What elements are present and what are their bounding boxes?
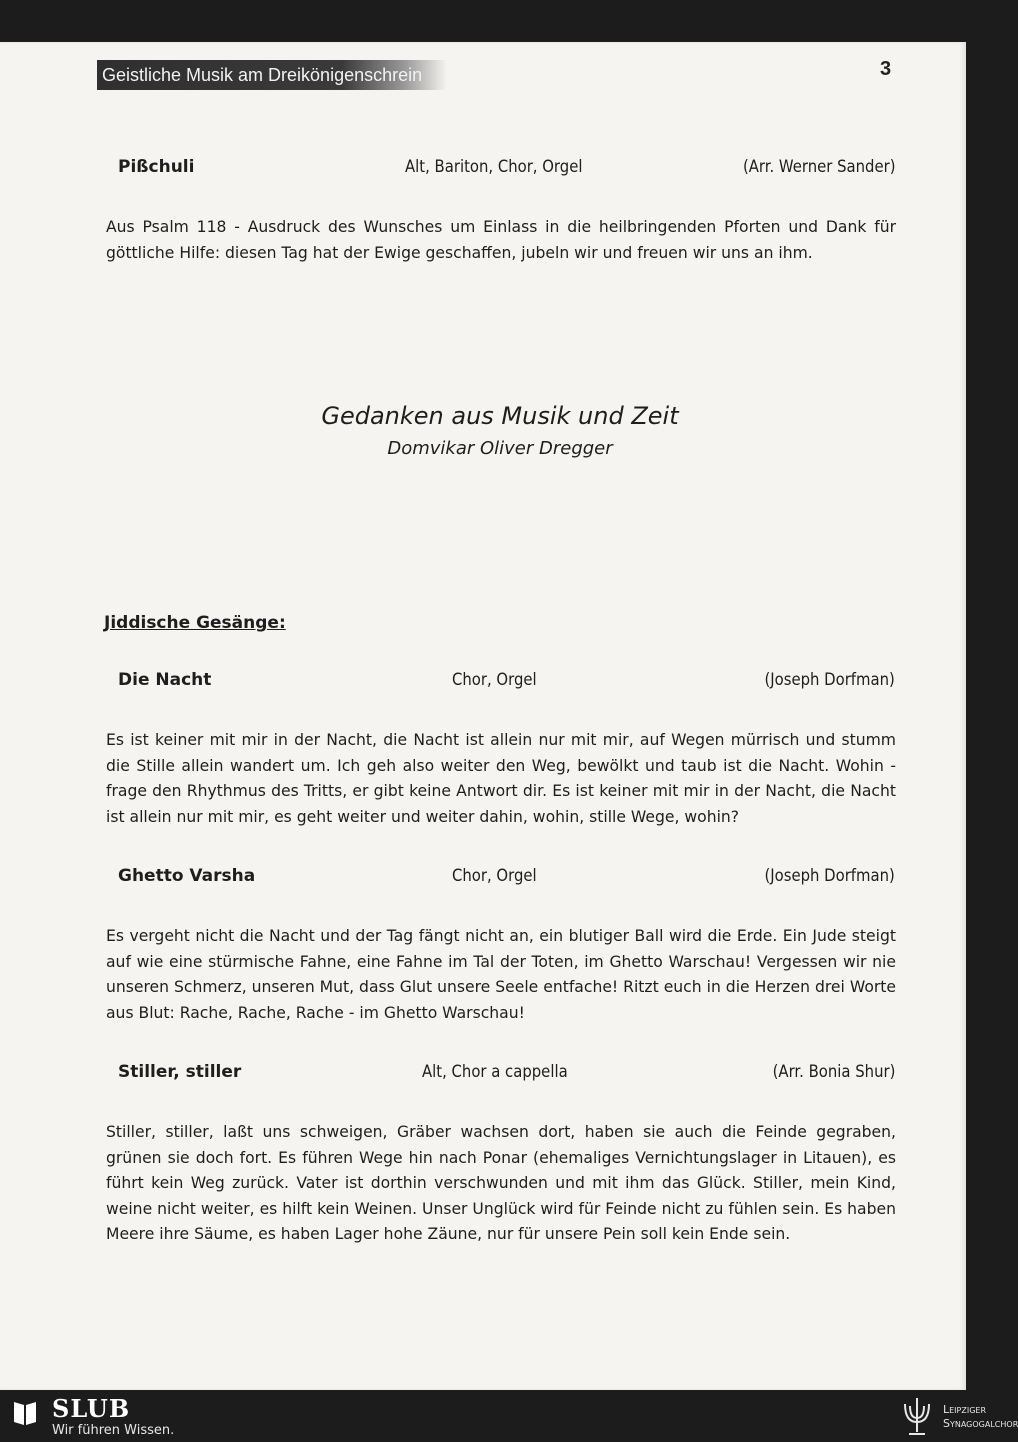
piece-text-pisschuli: Aus Psalm 118 - Ausdruck des Wunsches um Einlass in die heilbringenden Pforten und Dank für göttliche Hilfe: diesen Tag hat der Ewige geschaffen, jubeln wir und freuen wir uns an ihm. bbox=[106, 218, 896, 262]
piece-header-die-nacht bbox=[118, 670, 895, 698]
library-logo-name[interactable]: SLUB bbox=[52, 1394, 131, 1423]
running-header-title: Geistliche Musik am Dreikönigenschrein bbox=[102, 65, 423, 85]
piece-voices: Alt, Chor a cappella bbox=[422, 1062, 568, 1081]
piece-voices: Chor, Orgel bbox=[452, 670, 537, 689]
piece-arranger: (Joseph Dorfman) bbox=[764, 866, 895, 885]
running-header-band bbox=[97, 60, 447, 90]
piece-title: Pißchuli bbox=[118, 157, 195, 177]
interlude-speaker: Domvikar Oliver Dregger bbox=[387, 438, 613, 459]
piece-arranger: (Arr. Werner Sander) bbox=[742, 157, 895, 176]
piece-header-ghetto-varsha bbox=[118, 866, 895, 894]
viewer-footer bbox=[0, 1390, 1018, 1442]
library-slogan: Wir führen Wissen. bbox=[52, 1423, 175, 1438]
piece-header-pisschuli bbox=[118, 157, 895, 185]
piece-arranger: (Joseph Dorfman) bbox=[764, 670, 895, 689]
piece-header-stiller-stiller bbox=[118, 1062, 895, 1090]
slub-book-icon bbox=[10, 1398, 40, 1428]
choir-logo-line1: Leipziger bbox=[943, 1403, 987, 1416]
section-heading: Jiddische Gesänge: bbox=[104, 613, 286, 633]
piece-voices: Chor, Orgel bbox=[452, 866, 537, 885]
piece-title: Die Nacht bbox=[118, 670, 212, 690]
piece-text-die-nacht: Es ist keiner mit mir in der Nacht, die Nacht ist allein nur mit mir, auf Wegen mürrisch und stumm die Stille allein wandert um. Ich geh also weiter den Weg, bewölkt und taub ist die Nacht. Wohin - frage den Rhythmus des Tritts, er gibt keine Antwort dir. Es ist keiner mit mir in der Nacht, die Nacht ist allein nur mit mir, es geht weiter und weiter dahin, wohin, stille Wege, wohin? bbox=[106, 731, 896, 826]
choir-logo-line2: Synagogalchor bbox=[943, 1417, 1018, 1430]
piece-arranger: (Arr. Bonia Shur) bbox=[772, 1062, 895, 1081]
interlude-title: Gedanken aus Musik und Zeit bbox=[321, 402, 679, 430]
page-number: 3 bbox=[880, 58, 892, 80]
piece-title: Stiller, stiller bbox=[118, 1062, 242, 1082]
piece-text-stiller-stiller: Stiller, stiller, laßt uns schweigen, Gräber wachsen dort, haben sie auch die Feinde gegraben, grünen sie doch fort. Es führen Wege hin nach Ponar (ehemaliges Vernichtungslager in Litauen), es führt kein Weg zurück. Vater ist dorthin verschwunden und mit ihm das Glück. Stiller, mein Kind, weine nicht weiter, es hilft kein Weinen. Unser Unglück wird für Feinde nicht zu fühlen sein. Es haben Meere ihre Säume, es haben Lager hohe Zäune, nur für unsere Pein soll kein Ende sein. bbox=[106, 1123, 896, 1243]
piece-text-ghetto-varsha: Es vergeht nicht die Nacht und der Tag fängt nicht an, ein blutiger Ball wird die Erde. Ein Jude steigt auf wie eine stürmische Fahne, eine Fahne im Tal der Toten, im Ghetto Warschau! Vergessen wir nie unseren Schmerz, unseren Mut, dass Glut unsere Seele entfache! Ritzt euch in die Herzen drei Worte aus Blut: Rache, Rache, Rache - im Ghetto Warschau! bbox=[106, 927, 896, 1022]
piece-voices: Alt, Bariton, Chor, Orgel bbox=[405, 157, 583, 176]
piece-title: Ghetto Varsha bbox=[118, 866, 256, 886]
menorah-icon bbox=[897, 1394, 937, 1438]
